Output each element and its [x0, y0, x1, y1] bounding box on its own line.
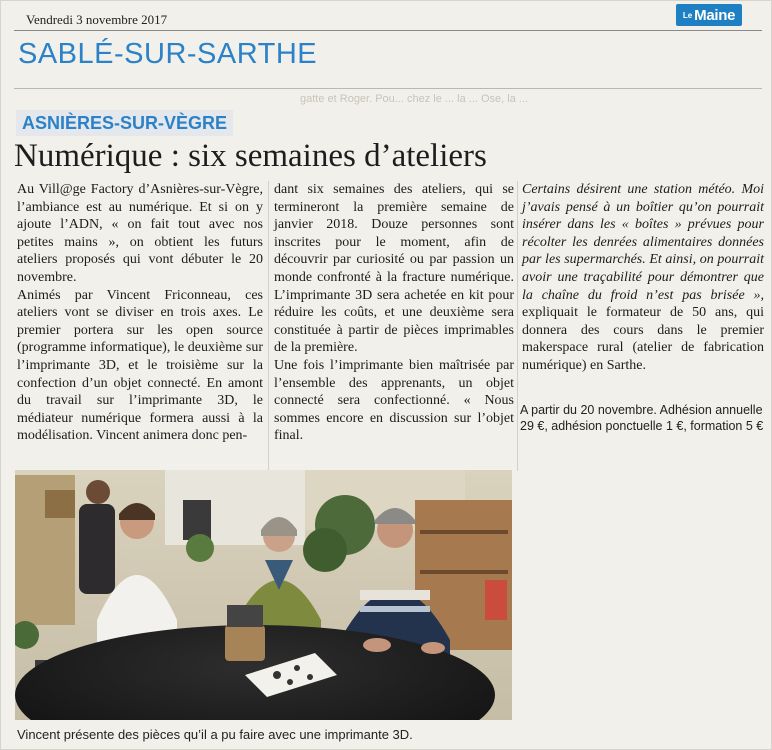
- article-column-1: [17, 181, 263, 445]
- article-photo: [15, 470, 512, 720]
- article-kicker: ASNIÈRES-SUR-VÈGRE: [16, 110, 233, 136]
- header-rule: [14, 30, 762, 31]
- section-rule: [14, 88, 762, 89]
- photo-caption: Vincent présente des pièces qu’il a pu faire avec une imprimante 3D.: [17, 727, 413, 742]
- bleed-through-text: gatte et Roger. Pou... chez le ... la ... Ose, la ...: [300, 93, 529, 105]
- logo-small-text: Le: [682, 10, 693, 20]
- article-headline: Numérique : six semaines d’ateliers: [14, 138, 487, 174]
- practical-info: A partir du 20 novembre. Adhésion annuelle 29 €, adhésion ponctuelle 1 €, formation 5 €: [520, 403, 764, 433]
- column-3-paragraph: [522, 181, 764, 375]
- column-divider: [517, 181, 518, 471]
- workshop-photo: [15, 470, 512, 720]
- article-column-2: [274, 181, 514, 445]
- quote-attribution: expliquait le formateur de 50 ans, qui donnera des cours dans le premier makerspace rural (atelier de fabrication numérique) en Sarthe.: [522, 305, 764, 373]
- section-title: SABLÉ-SUR-SARTHE: [18, 38, 318, 70]
- column-2-paragraph-2: Une fois l’imprimante bien maîtrisée par l’ensemble des apprenants, un objet connecté sera confectionné. « Nous sommes encore en discussion sur l’objet final.: [274, 357, 514, 444]
- column-2-paragraph-1: dant six semaines des ateliers, qui se termineront la première semaine de janvier 2018. Douze personnes sont inscrites pour le moment, afin de découvrir par curiosité ou par passion un monde confronté à la fracture numérique. L’imprimante 3D sera achetée en kit pour réduire les coûts, et une deuxième sera constituée à partir de pièces imprimables de la première.: [274, 182, 514, 356]
- logo-main-text: Maine: [694, 6, 736, 24]
- column-divider: [268, 181, 269, 471]
- quote-text: Certains désirent une station météo. Moi j’avais pensé à un boîtier qu’on pourrait insérer dans les « boîtes » prévues pour récolter les denrées alimentaires données par les supermarchés. Et ainsi, on pourrait avoir une traçabilité pour démontrer que la chaîne du froid n’est pas brisée »,: [522, 182, 764, 303]
- newspaper-logo: [676, 4, 742, 26]
- column-1-paragraph-1: Au Vill@ge Factory d’Asnières-sur-Vègre, l’ambiance est au numérique. Et si on y ajoute l’ADN, « on fait tout avec nos petites mains », on obtient les futurs ateliers proposés qui vont débuter le 20 novembre.: [17, 182, 263, 285]
- issue-date: Vendredi 3 novembre 2017: [26, 12, 168, 27]
- column-1-paragraph-2: Animés par Vincent Friconneau, ces ateliers vont se diviser en trois axes. Le premier portera sur les open source (programme informatique), le deuxième sur l’imprimante 3D, et le troisième sur la confection d’un objet connecté. En amont du travail sur l’imprimante 3D, le médiateur numérique formera aussi à la modélisation. Vincent animera donc pen-: [17, 287, 263, 444]
- article-column-3: [522, 181, 764, 375]
